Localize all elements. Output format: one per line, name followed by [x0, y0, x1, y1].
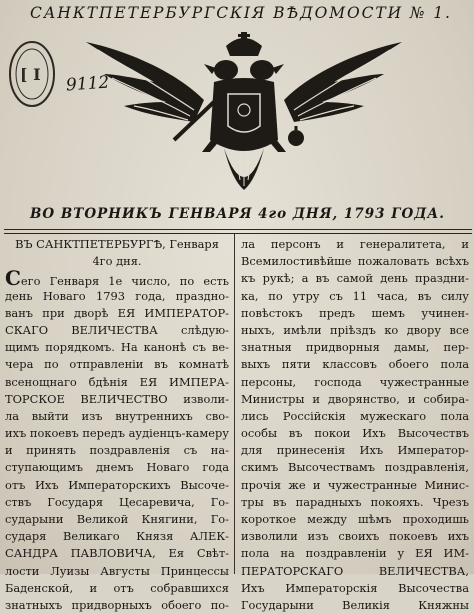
text-line: Всемилостивѣйше пожаловать всѣхъ [241, 254, 469, 269]
text-line-rest: его Генваря 1е число, по есть [20, 274, 229, 288]
text-line: сударя Великаго Князя АЛЕК- [5, 529, 229, 544]
text-line: знатныхъ придворныхъ обоего по- [5, 597, 229, 612]
text-line: Министры и дворянство, и собира- [241, 391, 469, 406]
stamp-mark: [ I [20, 65, 41, 84]
text-line: день Новаго 1793 года, праздно- [5, 288, 229, 303]
text-line: для принесенія Ихъ Император- [241, 443, 469, 458]
text-line: выхъ пяти классовъ обоего пола [241, 357, 469, 372]
masthead-title: САНКТПЕТЕРБУРГСКІЯ ВѢДОМОСТИ № 1. [30, 4, 452, 22]
text-line: къ рукѣ; а въ самой день праздни- [241, 271, 469, 286]
column-divider [234, 234, 235, 574]
text-line: 4го дня. [92, 254, 142, 269]
text-line: ТОРСКОЕ ВЕЛИЧЕСТВО изволи- [5, 391, 229, 406]
handwritten-number: 9112 [65, 72, 110, 96]
text-line: повѣстокъ предъ шемъ учинен- [241, 305, 469, 320]
text-line: лости Луизы Августы Принцессы [5, 563, 229, 578]
text-line: Ихъ Императорскія Высочества [241, 580, 469, 595]
text-line: ихъ покоевъ передъ аудіенцъ-камеру [5, 426, 229, 441]
text-line: лись Россійскія мужескаго пола [241, 408, 469, 423]
header-rule-bottom [4, 233, 472, 234]
text-line: ВЪ САНКТПЕТЕРБУРГѢ, Генваря [15, 237, 219, 251]
text-line: ныхъ, имѣли пріѣздъ ко двору все [241, 322, 469, 337]
text-line: особы въ покои Ихъ Высочествъ [241, 426, 469, 441]
text-line: ПЕРАТОРСКАГО ВЕЛИЧЕСТВА, [241, 563, 469, 578]
text-line: знатныя придворныя дамы, пер- [241, 340, 469, 355]
right-article-column [241, 236, 469, 614]
text-line: скимъ Высочествамъ поздравленія, [241, 460, 469, 475]
text-line: ка, по утру съ 11 часа, въ силу [241, 288, 469, 303]
text-line: сударыни Великой Княгини, Го- [5, 512, 229, 526]
text-line: Баденской, и отъ собравшихся [5, 580, 229, 595]
text-line: изволили изъ своихъ покоевъ ихъ [241, 529, 469, 544]
text-line: пола на поздравленіи у ЕЯ ИМ- [241, 546, 469, 561]
text-line: ла выйти изъ внутреннихъ сво- [5, 408, 229, 423]
drop-cap-letter: С [5, 270, 21, 288]
text-line: САНДРА ПАВЛОВИЧА, Ея Свѣт- [5, 546, 229, 561]
text-line: чера по отправленіи въ комнатѣ [5, 357, 229, 372]
text-line: отъ Ихъ Императорскихъ Высоче- [5, 477, 229, 492]
text-line: щимъ порядкомъ. На канонѣ съ ве- [5, 340, 229, 355]
text-line: Государыни Великія Княжны [241, 597, 469, 612]
text-line [5, 270, 229, 287]
text-line: ванъ при дворѣ ЕЯ ИМПЕРАТОР- [5, 305, 229, 320]
left-article-column [5, 236, 229, 614]
text-line: СКАГО ВЕЛИЧЕСТВА слѣдую- [5, 322, 229, 337]
text-line: короткое между шѣмъ проходишь [241, 512, 469, 526]
text-line: персоны, господа чужестранные [241, 374, 469, 389]
header-rule-top [4, 229, 472, 230]
text-line: и принять поздравленія съ на- [5, 443, 229, 458]
issue-dateline: ВО ВТОРНИКЪ ГЕНВАРЯ 4го ДНЯ, 1793 ГОДА. [30, 206, 445, 222]
text-line: ступающимъ днемъ Новаго года [5, 460, 229, 475]
double-headed-eagle-icon [84, 30, 404, 210]
library-stamp [6, 38, 58, 110]
text-line: ствъ Государя Цесаревича, Го- [5, 494, 229, 509]
text-line: ла персонъ и генералитета, и [241, 237, 469, 251]
text-line: прочія же и чужестранные Минис- [241, 477, 469, 492]
text-line: всенощнаго бдѣнія ЕЯ ИМПЕРА- [5, 374, 229, 389]
text-line: тры въ парадныхъ покояхъ. Чрезъ [241, 494, 469, 509]
